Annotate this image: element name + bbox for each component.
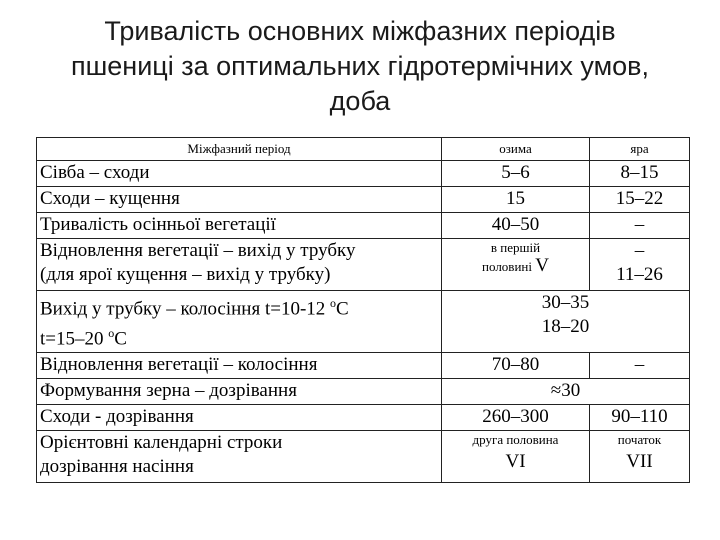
header-period: Міжфазний період [37, 138, 442, 161]
degree-sign: o [330, 296, 337, 310]
period-cell: Сходи – кущення [37, 187, 442, 213]
period-cell: Формування зерна – дозрівання [37, 378, 442, 404]
table-row [37, 187, 690, 213]
winter-cell: 40–50 [442, 213, 590, 239]
spring-cell: 8–15 [590, 161, 690, 187]
winter-cell: 70–80 [442, 352, 590, 378]
value-line: 18–20 [541, 316, 590, 337]
winter-line: в першій [490, 240, 541, 255]
roman-month: VI [505, 450, 526, 472]
spring-line: початок [617, 431, 662, 447]
spring-cell [590, 430, 690, 482]
roman-month: V [535, 255, 549, 276]
winter-cell: 260–300 [442, 404, 590, 430]
period-cell: Сходи - дозрівання [37, 404, 442, 430]
period-cell [37, 291, 442, 353]
winter-cell: 15 [442, 187, 590, 213]
title-line-3: доба [329, 86, 391, 116]
spring-line: – [634, 240, 645, 261]
spring-line: 11–26 [616, 264, 663, 285]
spring-cell [590, 239, 690, 291]
spring-cell: 15–22 [590, 187, 690, 213]
table-row [37, 352, 690, 378]
table-row [37, 161, 690, 187]
table-row [37, 239, 690, 291]
header-row [37, 138, 690, 161]
phase-duration-table [36, 137, 690, 483]
table-row [37, 430, 690, 482]
title-line-1: Тривалість основних міжфазних періодів [104, 16, 616, 46]
slide-title [30, 14, 690, 119]
degree-sign: o [108, 326, 115, 341]
table-row [37, 404, 690, 430]
value-line: 30–35 [541, 292, 590, 313]
period-line: Вихід у трубку – колосіння t=10-12 $^o$C [40, 296, 349, 320]
period-cell [37, 430, 442, 482]
winter-cell [442, 430, 590, 482]
merged-value-cell: ≈30 [442, 378, 690, 404]
spring-cell: – [590, 213, 690, 239]
spring-cell: – [590, 352, 690, 378]
title-line-2: пшениці за оптимальних гідротермічних умов, [70, 51, 649, 81]
period-line: дозрівання насіння [40, 455, 194, 477]
winter-cell [442, 239, 590, 291]
period-line: (для ярої кущення – вихід у трубку) [40, 264, 331, 285]
period-cell: Тривалість осінньої вегетації [37, 213, 442, 239]
table-row [37, 213, 690, 239]
table-row [37, 378, 690, 404]
spring-cell: 90–110 [590, 404, 690, 430]
winter-line: друга половина [472, 431, 559, 447]
period-line: Відновлення вегетації – вихід у трубку [40, 240, 356, 261]
header-spring: яра [590, 138, 690, 161]
winter-line: половині V [482, 255, 549, 276]
period-cell [37, 239, 442, 291]
header-winter: озима [442, 138, 590, 161]
winter-cell: 5–6 [442, 161, 590, 187]
period-line: Орієнтовні календарні строки [40, 431, 283, 453]
period-cell: Відновлення вегетації – колосіння [37, 352, 442, 378]
table-row [37, 291, 690, 353]
period-line: t=15–20 $^o$C [40, 326, 127, 350]
merged-value-cell [442, 291, 690, 353]
roman-month: VII [626, 450, 653, 472]
period-cell: Сівба – сходи [37, 161, 442, 187]
